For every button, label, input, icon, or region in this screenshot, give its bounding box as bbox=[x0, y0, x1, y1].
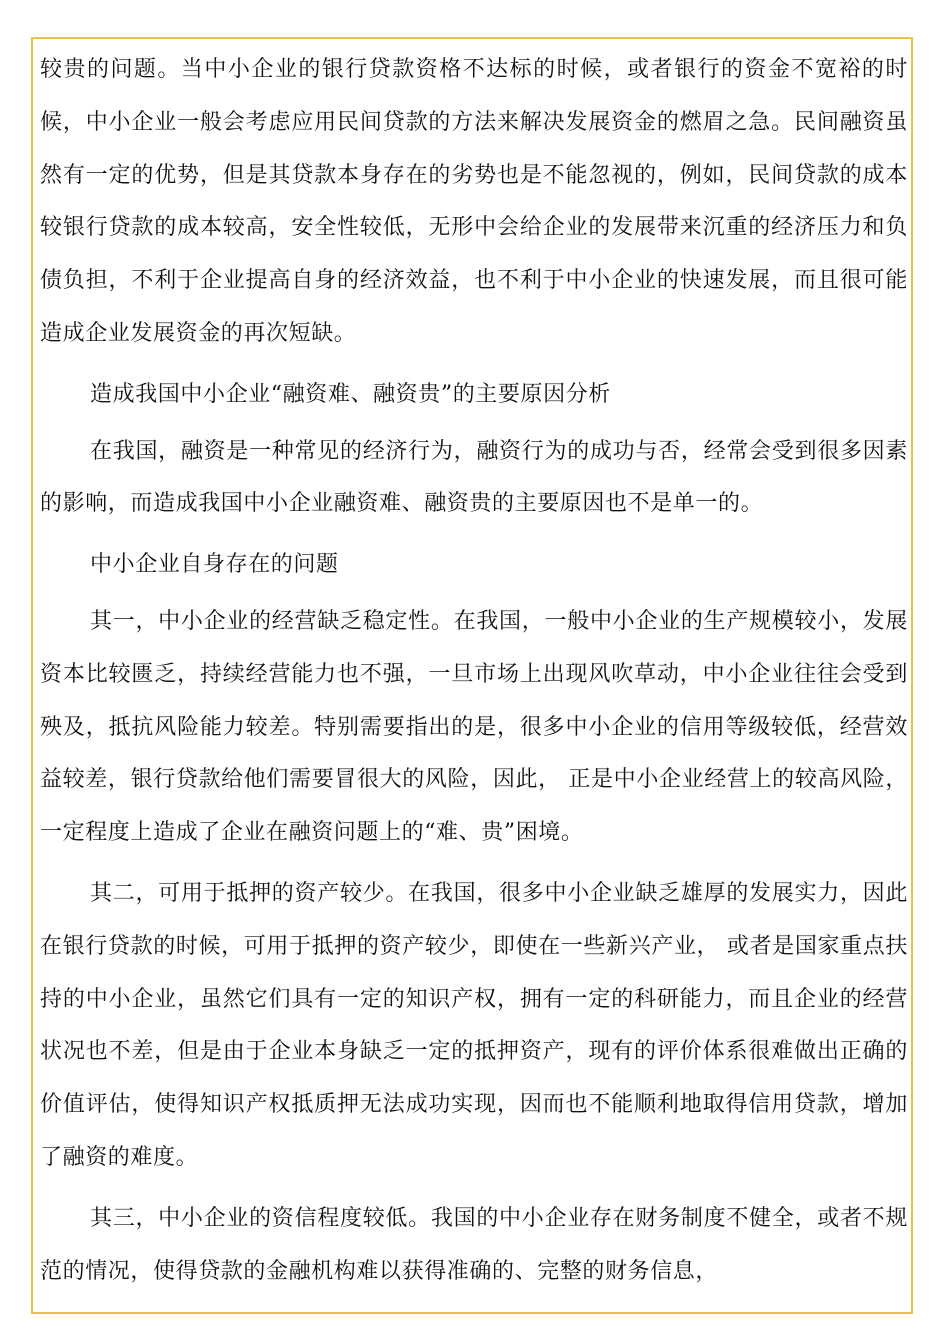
paragraph-reason-one: 其一，中小企业的经营缺乏稳定性。在我国，一般中小企业的生产规模较小，发展资本比较匮乏，持续经营能力也不强，一旦市场上出现风吹草动，中小企业往往会受到殃及，抵抗风险能力较差。特别需要指出的是，很多中小企业的信用等级较低，经营效益较差，银行贷款给他们需要冒很大的风险，因此， 正是中小企业经营上的较高风险，一定程度上造成了企业在融资问题上的“难、贵”困境。 bbox=[40, 608, 908, 846]
paragraph-reason-two: 其二，可用于抵押的资产较少。在我国，很多中小企业缺乏雄厚的发展实力，因此在银行贷款的时候，可用于抵押的资产较少，即使在一些新兴产业， 或者是国家重点扶持的中小企业，虽然它们具有一定的知识产权，拥有一定的科研能力，而且企业的经营状况也不差，但是由于企业本身缺乏一定的抵押资产，现有的评价体系很难做出正确的价值评估，使得知识产权抵质押无法成功实现，因而也不能顺利地取得信用贷款，增加了融资的难度。 bbox=[40, 880, 908, 1170]
subsection-heading-internal-problems: 中小企业自身存在的问题 bbox=[90, 552, 339, 578]
paragraph-intro-causes: 在我国，融资是一种常见的经济行为，融资行为的成功与否，经常会受到很多因素的影响，而造成我国中小企业融资难、融资贵的主要原因也不是单一的。 bbox=[40, 438, 908, 517]
section-heading-causes: 造成我国中小企业“融资难、融资贵”的主要原因分析 bbox=[90, 381, 611, 407]
document-body bbox=[40, 44, 908, 1298]
paragraph-reason-three: 其三，中小企业的资信程度较低。我国的中小企业存在财务制度不健全，或者不规范的情况，使得贷款的金融机构难以获得准确的、完整的财务信息， bbox=[40, 1205, 908, 1284]
paragraph-continuation: 较贵的问题。当中小企业的银行贷款资格不达标的时候，或者银行的资金不宽裕的时候，中小企业一般会考虑应用民间贷款的方法来解决发展资金的燃眉之急。民间融资虽然有一定的优势，但是其贷款本身存在的劣势也是不能忽视的，例如，民间贷款的成本较银行贷款的成本较高，安全性较低，无形中会给企业的发展带来沉重的经济压力和负债负担，不利于企业提高自身的经济效益，也不利于中小企业的快速发展，而且很可能造成企业发展资金的再次短缺。 bbox=[40, 57, 908, 346]
